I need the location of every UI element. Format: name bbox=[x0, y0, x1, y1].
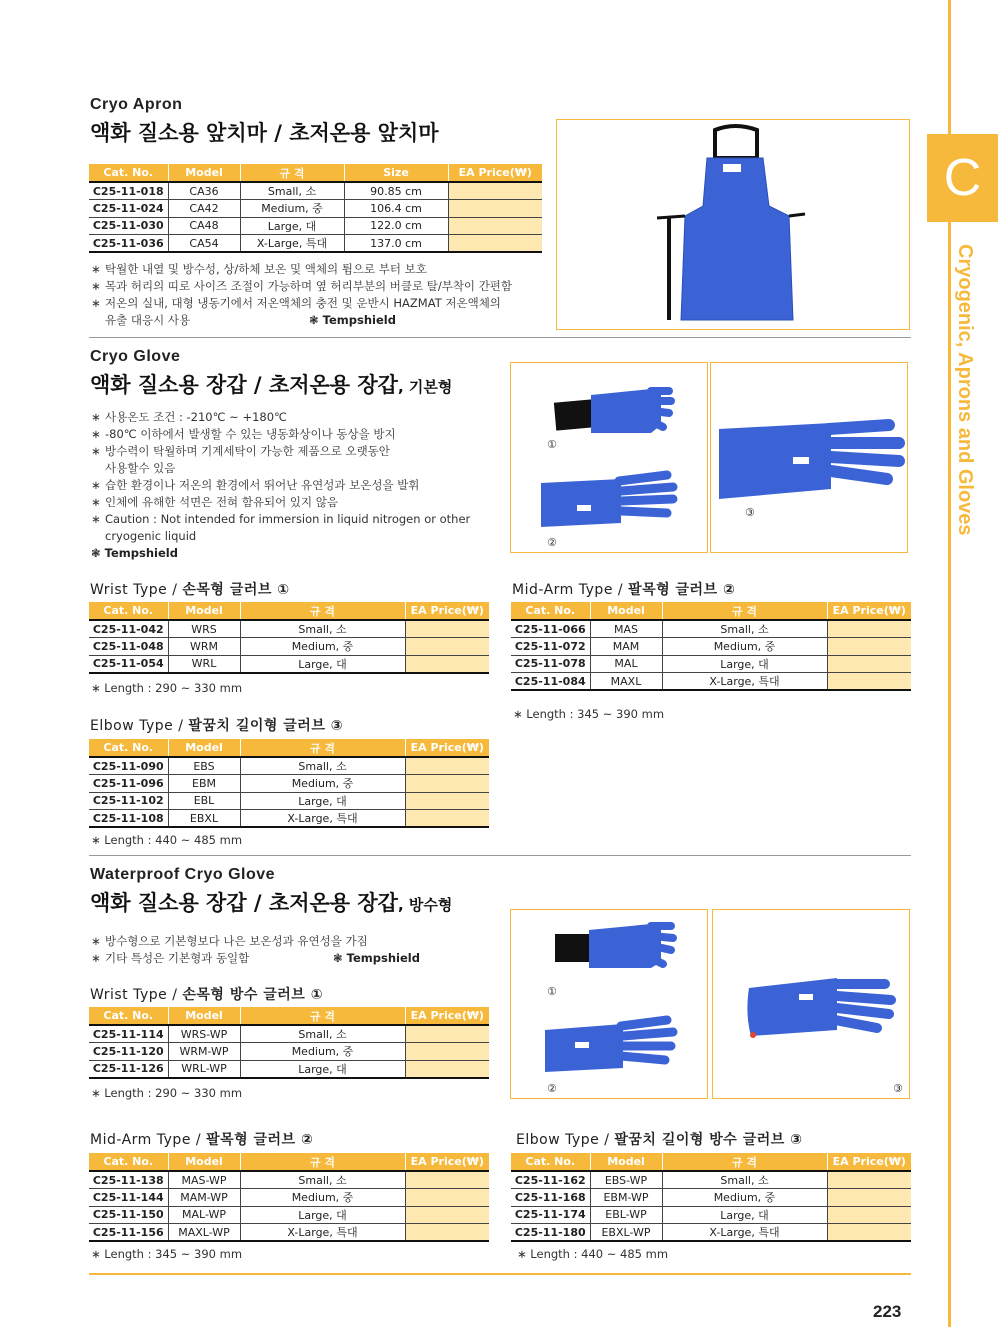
wp-wrist-table bbox=[89, 1007, 489, 1079]
wp-title-en: Waterproof Cryo Glove bbox=[90, 866, 276, 883]
price-cell bbox=[405, 638, 489, 656]
note-item: ∗ 탁월한 내열 및 방수성, 상/하체 보온 및 액체의 튐으로 부터 보호 bbox=[91, 261, 512, 278]
table-row bbox=[89, 810, 489, 828]
glove-mid-title bbox=[512, 579, 735, 599]
spec: Small, 소 bbox=[240, 1171, 405, 1189]
table-row bbox=[89, 620, 489, 638]
table-row bbox=[89, 1060, 489, 1078]
glove-mid-table bbox=[511, 602, 911, 691]
glove-title-suffix: , 기본형 bbox=[397, 378, 453, 396]
col-header: EA Price(₩) bbox=[405, 1007, 489, 1025]
price-cell bbox=[405, 1206, 489, 1224]
table-row bbox=[511, 638, 911, 656]
cat-no: C25-11-030 bbox=[89, 217, 168, 235]
photo-label: ① bbox=[547, 438, 557, 451]
length-text: Length : 440 ~ 485 mm bbox=[104, 833, 243, 847]
model: EBXL-WP bbox=[590, 1224, 662, 1242]
spec: Large, 대 bbox=[240, 655, 405, 673]
section-divider bbox=[89, 855, 911, 856]
spec: Small, 소 bbox=[662, 620, 827, 638]
note-item: ∗ Caution : Not intended for immersion in liquid nitrogen or other bbox=[91, 511, 470, 528]
col-header: Cat. No. bbox=[511, 1153, 590, 1171]
price-cell bbox=[827, 655, 911, 673]
col-header: 규 격 bbox=[240, 1007, 405, 1025]
col-header: 규 격 bbox=[240, 602, 405, 620]
cat-no: C25-11-054 bbox=[89, 655, 168, 673]
col-header: 규 격 bbox=[240, 1153, 405, 1171]
col-header: 규 격 bbox=[240, 739, 405, 757]
model: EBM-WP bbox=[590, 1189, 662, 1207]
cat-no: C25-11-168 bbox=[511, 1189, 590, 1207]
wp-title-suffix: , 방수형 bbox=[397, 896, 453, 914]
model: WRM-WP bbox=[168, 1043, 240, 1061]
col-header: Model bbox=[168, 1153, 240, 1171]
price-cell bbox=[405, 1043, 489, 1061]
glove-wrist-length: ∗ Length : 290 ~ 330 mm bbox=[91, 681, 243, 695]
price-cell bbox=[827, 620, 911, 638]
cat-no: C25-11-078 bbox=[511, 655, 590, 673]
spec: Large, 대 bbox=[240, 217, 344, 235]
subtitle-en: Elbow Type / bbox=[516, 1132, 615, 1148]
apron-note-continued: 유출 대응시 사용 bbox=[105, 313, 191, 327]
table-row bbox=[511, 673, 911, 691]
spec: Medium, 중 bbox=[240, 638, 405, 656]
col-header: Size bbox=[344, 164, 448, 182]
spec: Large, 대 bbox=[240, 1206, 405, 1224]
price-cell bbox=[405, 792, 489, 810]
price-cell bbox=[405, 1060, 489, 1078]
apron-brand: ❃ Tempshield bbox=[309, 312, 396, 329]
photo-label: ② bbox=[547, 536, 557, 549]
col-header: Cat. No. bbox=[89, 1007, 168, 1025]
photo-label: ② bbox=[547, 1082, 557, 1095]
col-header: Model bbox=[590, 602, 662, 620]
model: MAXL bbox=[590, 673, 662, 691]
wp-wrist-title bbox=[90, 984, 323, 1004]
col-header: Model bbox=[168, 602, 240, 620]
spec: Small, 소 bbox=[240, 757, 405, 775]
glove-illustration bbox=[511, 363, 708, 553]
note-item: ∗ 인체에 유해한 석면은 전혀 함유되어 있지 않음 bbox=[91, 494, 470, 511]
photo-label: ③ bbox=[893, 1082, 903, 1095]
table-row bbox=[511, 620, 911, 638]
model: CA42 bbox=[168, 200, 240, 218]
glove-title-ko bbox=[90, 369, 452, 399]
col-header: Model bbox=[168, 164, 240, 182]
glove-notes bbox=[91, 409, 396, 460]
cat-no: C25-11-090 bbox=[89, 757, 168, 775]
apron-photo bbox=[556, 119, 910, 330]
spec: Large, 대 bbox=[662, 655, 827, 673]
glove-note-continued: cryogenic liquid bbox=[105, 529, 197, 543]
spec: X-Large, 특대 bbox=[662, 1224, 827, 1242]
note-item: ∗ 습한 환경이나 저온의 환경에서 뛰어난 유연성과 보온성을 발휘 bbox=[91, 477, 470, 494]
col-header: EA Price(₩) bbox=[405, 1153, 489, 1171]
wp-brand: ❃ Tempshield bbox=[333, 950, 420, 967]
price-cell bbox=[448, 182, 542, 200]
table-row bbox=[89, 638, 489, 656]
model: EBS bbox=[168, 757, 240, 775]
table-row bbox=[511, 1206, 911, 1224]
length-text: Length : 345 ~ 390 mm bbox=[526, 707, 665, 721]
col-header: Cat. No. bbox=[89, 602, 168, 620]
wp-mid-table bbox=[89, 1153, 489, 1242]
price-cell bbox=[405, 620, 489, 638]
price-cell bbox=[827, 638, 911, 656]
model: EBS-WP bbox=[590, 1171, 662, 1189]
cat-no: C25-11-174 bbox=[511, 1206, 590, 1224]
table-row bbox=[89, 217, 542, 235]
model: WRS bbox=[168, 620, 240, 638]
table-row bbox=[89, 1025, 489, 1043]
glove-illustration bbox=[711, 363, 908, 553]
cat-no: C25-11-048 bbox=[89, 638, 168, 656]
price-cell bbox=[405, 757, 489, 775]
model: MAXL-WP bbox=[168, 1224, 240, 1242]
price-cell bbox=[405, 1025, 489, 1043]
page-number: 223 bbox=[873, 1302, 902, 1321]
model: EBL bbox=[168, 792, 240, 810]
wp-elbow-table bbox=[511, 1153, 911, 1242]
cat-no: C25-11-018 bbox=[89, 182, 168, 200]
subtitle-ko: 팔목형 글러브 ② bbox=[206, 1132, 314, 1148]
glove-mid-length: ∗ Length : 345 ~ 390 mm bbox=[513, 707, 665, 721]
photo-label: ③ bbox=[745, 506, 755, 519]
wp-photo-3 bbox=[712, 909, 910, 1099]
cat-no: C25-11-096 bbox=[89, 775, 168, 793]
length-text: Length : 290 ~ 330 mm bbox=[104, 1086, 243, 1100]
cat-no: C25-11-066 bbox=[511, 620, 590, 638]
spec: Small, 소 bbox=[240, 182, 344, 200]
size: 106.4 cm bbox=[344, 200, 448, 218]
spec: X-Large, 특대 bbox=[662, 673, 827, 691]
table-row bbox=[511, 1224, 911, 1242]
col-header: EA Price(₩) bbox=[405, 739, 489, 757]
spec: Medium, 중 bbox=[662, 638, 827, 656]
table-row bbox=[89, 200, 542, 218]
spec: Medium, 중 bbox=[240, 775, 405, 793]
subtitle-ko: 손목형 글러브 ① bbox=[182, 582, 290, 598]
model: EBM bbox=[168, 775, 240, 793]
col-header: EA Price(₩) bbox=[448, 164, 542, 182]
model: MAS-WP bbox=[168, 1171, 240, 1189]
wp-photo-1-2 bbox=[510, 909, 708, 1099]
model: WRL bbox=[168, 655, 240, 673]
cat-no: C25-11-042 bbox=[89, 620, 168, 638]
glove-elbow-table bbox=[89, 739, 489, 828]
col-header: Cat. No. bbox=[89, 1153, 168, 1171]
col-header: Cat. No. bbox=[89, 739, 168, 757]
table-row bbox=[89, 1171, 489, 1189]
photo-label: ① bbox=[547, 985, 557, 998]
size: 90.85 cm bbox=[344, 182, 448, 200]
table-row bbox=[89, 1189, 489, 1207]
glove-brand: ❃ Tempshield bbox=[91, 545, 178, 562]
price-cell bbox=[448, 217, 542, 235]
col-header: 규 격 bbox=[662, 602, 827, 620]
col-header: Model bbox=[168, 739, 240, 757]
apron-title-ko: 액화 질소용 앞치마 / 초저온용 앞치마 bbox=[90, 121, 439, 145]
model: WRM bbox=[168, 638, 240, 656]
model: WRS-WP bbox=[168, 1025, 240, 1043]
wp-mid-title bbox=[90, 1129, 313, 1149]
model: MAL-WP bbox=[168, 1206, 240, 1224]
section-vertical-label bbox=[950, 244, 980, 554]
price-cell bbox=[405, 1224, 489, 1242]
footer-rule bbox=[89, 1273, 911, 1275]
apron-title-en: Cryo Apron bbox=[90, 96, 183, 113]
wp-elbow-title bbox=[516, 1129, 803, 1149]
subtitle-en: Elbow Type / bbox=[90, 718, 189, 734]
cat-no: C25-11-180 bbox=[511, 1224, 590, 1242]
price-cell bbox=[405, 655, 489, 673]
subtitle-en: Mid-Arm Type / bbox=[512, 582, 629, 598]
table-row bbox=[89, 775, 489, 793]
subtitle-en: Mid-Arm Type / bbox=[90, 1132, 207, 1148]
section-divider bbox=[89, 337, 911, 338]
glove-elbow-title bbox=[90, 715, 343, 735]
table-row bbox=[89, 792, 489, 810]
table-row bbox=[511, 1171, 911, 1189]
model: WRL-WP bbox=[168, 1060, 240, 1078]
cat-no: C25-11-156 bbox=[89, 1224, 168, 1242]
cat-no: C25-11-138 bbox=[89, 1171, 168, 1189]
model: MAM-WP bbox=[168, 1189, 240, 1207]
col-header: EA Price(₩) bbox=[827, 1153, 911, 1171]
col-header: Model bbox=[168, 1007, 240, 1025]
col-header: EA Price(₩) bbox=[827, 602, 911, 620]
col-header: EA Price(₩) bbox=[405, 602, 489, 620]
model: CA48 bbox=[168, 217, 240, 235]
cat-no: C25-11-024 bbox=[89, 200, 168, 218]
price-cell bbox=[405, 775, 489, 793]
glove-note-continued: 사용할수 있음 bbox=[105, 461, 176, 475]
spec: Medium, 중 bbox=[240, 1043, 405, 1061]
cat-no: C25-11-108 bbox=[89, 810, 168, 828]
cat-no: C25-11-162 bbox=[511, 1171, 590, 1189]
apron-notes bbox=[91, 261, 512, 312]
subtitle-ko: 팔꿈치 길이형 글러브 ③ bbox=[188, 718, 344, 734]
model: MAM bbox=[590, 638, 662, 656]
cat-no: C25-11-114 bbox=[89, 1025, 168, 1043]
price-cell bbox=[405, 810, 489, 828]
table-row bbox=[89, 1206, 489, 1224]
model: CA54 bbox=[168, 235, 240, 253]
model: CA36 bbox=[168, 182, 240, 200]
glove-wrist-title bbox=[90, 579, 290, 599]
section-tab: C bbox=[927, 134, 998, 222]
price-cell bbox=[827, 1224, 911, 1242]
cat-no: C25-11-144 bbox=[89, 1189, 168, 1207]
spec: Large, 대 bbox=[662, 1206, 827, 1224]
wp-title-ko bbox=[90, 887, 452, 917]
price-cell bbox=[448, 200, 542, 218]
subtitle-ko: 손목형 방수 글러브 ① bbox=[182, 987, 324, 1003]
glove-elbow-length: ∗ Length : 440 ~ 485 mm bbox=[91, 833, 243, 847]
cat-no: C25-11-072 bbox=[511, 638, 590, 656]
glove-illustration bbox=[713, 910, 910, 1099]
note-item: ∗ 방수력이 탁월하며 기계세탁이 가능한 제품으로 오랫동안 bbox=[91, 443, 396, 460]
wp-title-ko-text: 액화 질소용 장갑 / 초저온용 장갑 bbox=[90, 891, 398, 915]
note-item: ∗ -80℃ 이하에서 발생할 수 있는 냉동화상이나 동상을 방지 bbox=[91, 426, 396, 443]
table-row bbox=[511, 1189, 911, 1207]
cat-no: C25-11-120 bbox=[89, 1043, 168, 1061]
table-row bbox=[89, 757, 489, 775]
section-vertical-label-text: Cryogenic, Aprons and Gloves bbox=[954, 244, 976, 536]
subtitle-en: Wrist Type / bbox=[90, 987, 183, 1003]
note-item: ∗ 저온의 실내, 대형 냉동기에서 저온액체의 충전 및 운반시 HAZMAT 저온액체의 bbox=[91, 295, 512, 312]
spec: Small, 소 bbox=[240, 1025, 405, 1043]
spec: X-Large, 특대 bbox=[240, 235, 344, 253]
table-row bbox=[89, 1043, 489, 1061]
apron-table bbox=[89, 164, 542, 253]
price-cell bbox=[827, 1171, 911, 1189]
model: EBL-WP bbox=[590, 1206, 662, 1224]
wp-elbow-length: ∗ Length : 440 ~ 485 mm bbox=[517, 1247, 669, 1261]
col-header: 규 격 bbox=[240, 164, 344, 182]
table-row bbox=[89, 1224, 489, 1242]
spec: Large, 대 bbox=[240, 792, 405, 810]
price-cell bbox=[405, 1171, 489, 1189]
subtitle-ko: 팔꿈치 길이형 방수 글러브 ③ bbox=[614, 1132, 803, 1148]
wp-mid-length: ∗ Length : 345 ~ 390 mm bbox=[91, 1247, 243, 1261]
cat-no: C25-11-036 bbox=[89, 235, 168, 253]
spec: Small, 소 bbox=[240, 620, 405, 638]
col-header: Cat. No. bbox=[89, 164, 168, 182]
table-row bbox=[511, 655, 911, 673]
spec: Medium, 중 bbox=[240, 200, 344, 218]
spec: Medium, 중 bbox=[662, 1189, 827, 1207]
wp-notes bbox=[91, 933, 368, 967]
col-header: Model bbox=[590, 1153, 662, 1171]
length-text: Length : 290 ~ 330 mm bbox=[104, 681, 243, 695]
col-header: Cat. No. bbox=[511, 602, 590, 620]
note-item: ∗ 방수형으로 기본형보다 나은 보온성과 유연성을 가짐 bbox=[91, 933, 368, 950]
model: MAL bbox=[590, 655, 662, 673]
cat-no: C25-11-084 bbox=[511, 673, 590, 691]
table-row bbox=[89, 235, 542, 253]
glove-wrist-table bbox=[89, 602, 489, 674]
subtitle-ko: 팔목형 글러브 ② bbox=[628, 582, 736, 598]
size: 122.0 cm bbox=[344, 217, 448, 235]
model: EBXL bbox=[168, 810, 240, 828]
price-cell bbox=[827, 1206, 911, 1224]
table-row bbox=[89, 655, 489, 673]
price-cell bbox=[827, 1189, 911, 1207]
note-item: ∗ 목과 허리의 띠로 사이즈 조절이 가능하며 옆 허리부분의 버클로 탈/부착이 간편함 bbox=[91, 278, 512, 295]
model: MAS bbox=[590, 620, 662, 638]
price-cell bbox=[448, 235, 542, 253]
spec: X-Large, 특대 bbox=[240, 810, 405, 828]
glove-photo-3 bbox=[710, 362, 908, 553]
cat-no: C25-11-126 bbox=[89, 1060, 168, 1078]
note-item: ∗ 기타 특성은 기본형과 동일함 bbox=[91, 950, 368, 967]
note-item: ∗ 사용온도 조건 : -210℃ ~ +180℃ bbox=[91, 409, 396, 426]
glove-notes-2 bbox=[91, 477, 470, 528]
size: 137.0 cm bbox=[344, 235, 448, 253]
spec: Small, 소 bbox=[662, 1171, 827, 1189]
glove-illustration bbox=[511, 910, 708, 1099]
length-text: Length : 440 ~ 485 mm bbox=[530, 1247, 669, 1261]
glove-title-en: Cryo Glove bbox=[90, 348, 181, 365]
spec: Large, 대 bbox=[240, 1060, 405, 1078]
subtitle-en: Wrist Type / bbox=[90, 582, 183, 598]
length-text: Length : 345 ~ 390 mm bbox=[104, 1247, 243, 1261]
price-cell bbox=[827, 673, 911, 691]
cat-no: C25-11-150 bbox=[89, 1206, 168, 1224]
col-header: 규 격 bbox=[662, 1153, 827, 1171]
glove-photo-1-2 bbox=[510, 362, 708, 553]
wp-wrist-length: ∗ Length : 290 ~ 330 mm bbox=[91, 1086, 243, 1100]
glove-title-ko-text: 액화 질소용 장갑 / 초저온용 장갑 bbox=[90, 373, 398, 397]
table-row bbox=[89, 182, 542, 200]
price-cell bbox=[405, 1189, 489, 1207]
cat-no: C25-11-102 bbox=[89, 792, 168, 810]
spec: X-Large, 특대 bbox=[240, 1224, 405, 1242]
apron-illustration bbox=[557, 120, 910, 330]
spec: Medium, 중 bbox=[240, 1189, 405, 1207]
